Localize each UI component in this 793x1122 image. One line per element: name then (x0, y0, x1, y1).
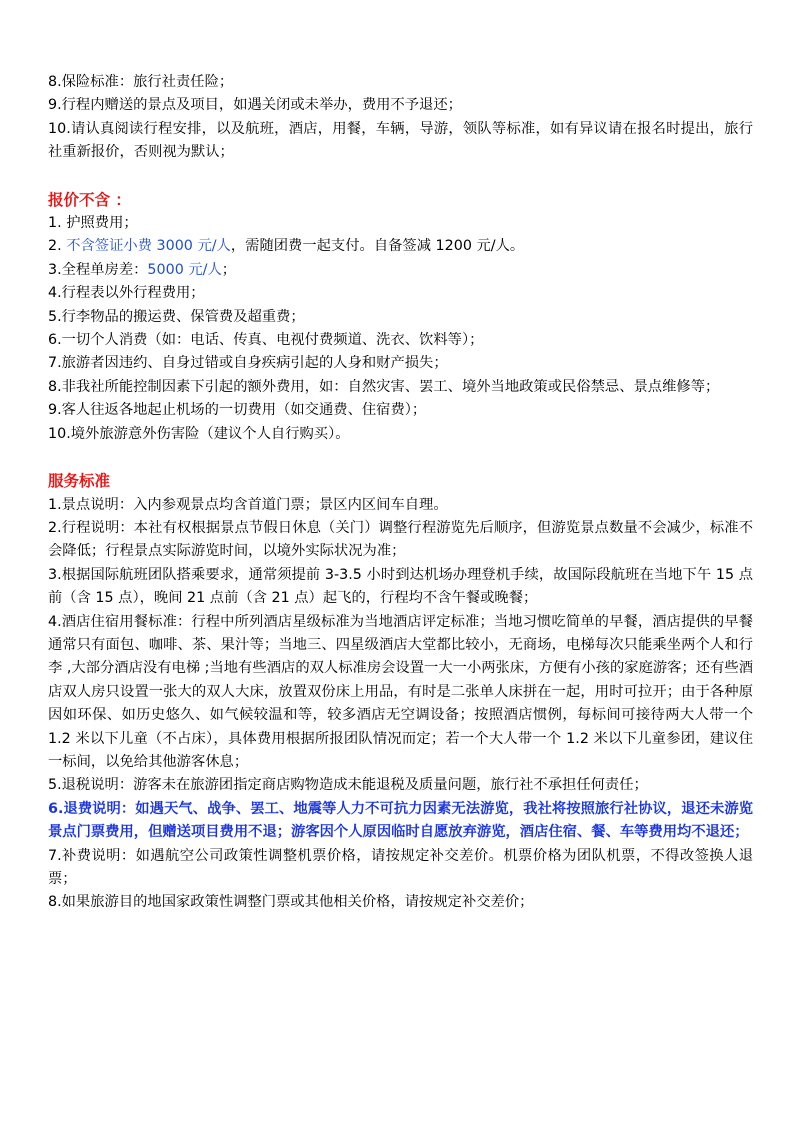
term-8-insurance: 8.保险标准：旅行社责任险； (48, 74, 234, 90)
exclusion-item: 1. 护照费用； (48, 215, 138, 232)
exclusion-item: 10.境外旅游意外伤害险（建议个人自行购买）。 (48, 425, 350, 442)
service-item: 3.根据国际航班团队搭乘要求，通常须提前 3-3.5 小时到达机场办理登机手续，故国际段航班在当地下午 15 点前（含 15 点），晚间 21 点前（含 21 点）起飞的，行程均不含午餐或晚餐； (48, 566, 753, 607)
exclusion-item: 5.行李物品的搬运费、保管费及超重费； (48, 308, 305, 325)
exclusion-item: 6.一切个人消费（如：电话、传真、电视付费频道、洗衣、饮料等）； (48, 332, 484, 349)
exclusion-item: 7.旅游者因违约、自身过错或自身疾病引起的人身和财产损失； (48, 355, 448, 372)
exclusion-item: 3.全程单房差：5000 元/人； (48, 261, 237, 278)
visa-tip-highlight: 不含签证小费 3000 元/人 (66, 238, 231, 255)
term-9-gift-items: 9.行程内赠送的景点及项目，如遇关闭或未举办，费用不予退还； (48, 97, 462, 114)
exclusions-heading: 报价不含 ： (48, 190, 131, 209)
top-terms (48, 71, 753, 165)
exclusion-item: 2. 不含签证小费 3000 元/人，需随团费一起支付。自备签减 1200 元/人。 (48, 238, 525, 255)
term-10-read-itinerary: 10.请认真阅读行程安排，以及航班，酒店，用餐，车辆，导游，领队等标准，如有异议请在报名时提出，旅行社重新报价，否则视为默认； (48, 120, 753, 161)
refund-policy-bold: 6.退费说明：如遇天气、战争、罢工、地震等人力不可抗力因素无法游览，我社将按照旅行社协议，退还未游览景点门票费用，但赠送项目费用不退；游客因个人原因临时自愿放弃游览，酒店住宿、餐、车等费用均不退还； (48, 800, 753, 841)
exclusion-item: 8.非我社所能控制因素下引起的额外费用，如：自然灾害、罢工、境外当地政策或民俗禁忌、景点维修等； (48, 378, 720, 395)
exclusion-item: 4.行程表以外行程费用； (48, 285, 205, 302)
service-section (48, 470, 753, 915)
service-item: 2.行程说明：本社有权根据景点节假日休息（关门）调整行程游览先后顺序，但游览景点数量不会减少，标准不会降低；行程景点实际游览时间，以境外实际状况为准； (48, 519, 753, 560)
service-heading: 服务标准 (48, 472, 111, 491)
service-item: 4.酒店住宿用餐标准：行程中所列酒店星级标准为当地酒店评定标准；当地习惯吃简单的早餐，酒店提供的早餐通常只有面包、咖啡、茶、果汁等；当地三、四星级酒店大堂都比较小，无商场，电梯每次只能乘坐两个人和行李 ,大部分酒店没有电梯 ;当地有些酒店的双人标准房会设置一大一小两张床，方便有小孩的家庭游客；还有些酒店双人房只设置一张大的双人大床，放置双份床上用品，有时是二张单人床拼在一起，用时可拉开；由于各种原因如环保、如历史悠久、如气候较温和等，较多酒店无空调设备；按照酒店惯例，每标间可接待两大人带一个 1.2 米以下儿童（不占床），具体费用根据所报团队情况而定；若一个大人带一个 1.2 米以下儿童参团，建议住一标间，以免给其他游客休息； (48, 613, 753, 770)
document-page (48, 71, 753, 915)
service-item: 5.退税说明：游客未在旅游团指定商店购物造成未能退税及质量问题，旅行社不承担任何责任； (48, 777, 648, 794)
exclusion-item: 9.客人往返各地起止机场的一切费用（如交通费、住宿费）； (48, 402, 427, 419)
service-item: 8.如果旅游目的地国家政策性调整门票或其他相关价格，请按规定补交差价； (48, 894, 534, 911)
exclusions-section (48, 189, 753, 446)
single-room-highlight: 5000 元/人 (147, 261, 222, 278)
service-item: 1.景点说明：入内参观景点均含首道门票；景区内区间车自理。 (48, 496, 448, 513)
service-item: 7.补费说明：如遇航空公司政策性调整机票价格，请按规定补交差价。机票价格为团队机票，不得改签换人退票； (48, 847, 753, 887)
